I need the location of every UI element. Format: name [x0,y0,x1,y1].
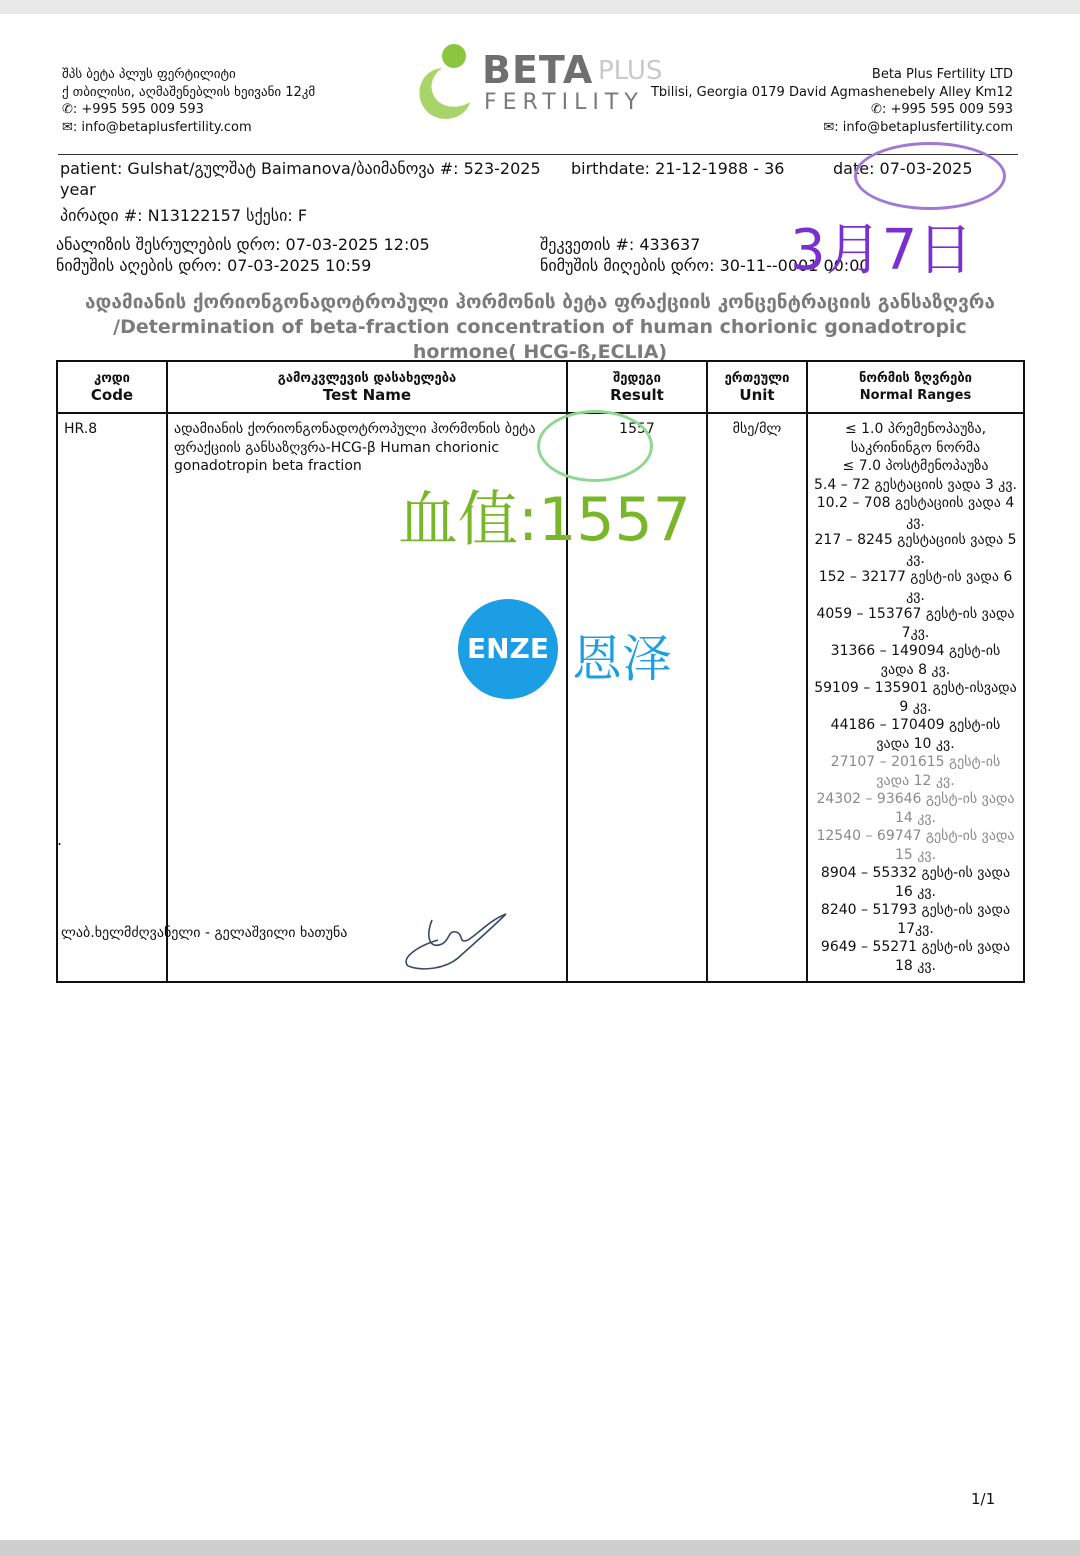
range-line: 31366 – 149094 გესტ-ის ვადა 8 კვ. [830,643,1001,678]
patient-age-unit: year [60,180,96,199]
enze-chinese-text: 恩泽 [572,630,672,688]
range-line: 10.2 – 708 გესტაციის ვადა 4 კვ. [816,495,1015,530]
title-en-line2: hormone( HCG-ß,ECLIA) [412,341,668,363]
header-code [57,361,167,413]
address-ka: ქ თბილისი, აღმაშენებლის ხეივანი 12კმ [62,84,316,100]
bottom-bar [0,1540,1080,1556]
cell-normal-ranges [807,413,1024,982]
title-ka: ადამიანის ქორიონგონადოტროპული ჰორმონის ბეტა ფრაქციის კონცენტრაციის განსაზღვრა [85,291,995,313]
range-line: 8240 – 51793 გესტ-ის ვადა 17კვ. [820,902,1011,937]
cell-test-name: ადამიანის ქორიონგონადოტროპული ჰორმონის ბეტა ფრაქციის განსაზღვრა-HCG-β Human chorionic gonadotropin beta fraction [167,413,567,982]
sample-taken-time: ნიმუშის აღების დრო: 07-03-2025 10:59 [56,256,372,275]
address-en: Tbilisi, Georgia 0179 David Agmashenebely Alley Km12 [650,84,1013,100]
footer-dot: . [57,830,63,849]
title-en-line1: /Determination of beta-fraction concentration of human chorionic gonadotropic [113,316,967,338]
report-date: date: 07-03-2025 [833,159,973,178]
range-line: 59109 – 135901 გესტ-ისვადა 9 კვ. [814,680,1017,715]
header-result-en: Result [610,386,664,404]
email-ka: ✉: info@betaplusfertility.com [62,119,252,135]
beta-plus-logo [412,40,682,124]
page-number: 1/1 [971,1490,996,1508]
logo-mark-icon [412,40,482,124]
patient-id-sex: პირადი #: N13122157 სქესი: F [60,206,308,225]
range-line: ≤ 7.0 პოსტმენოპაუზა [842,458,989,474]
header-unit-ka: ერთეული [724,371,790,386]
header-result [567,361,707,413]
date-annotation: 3月7日 [790,218,974,283]
header-range-en: Normal Ranges [859,388,972,403]
header-test-name [167,361,567,413]
order-number: შეკვეთის #: 433637 [540,235,701,254]
table-header-row [57,361,1024,413]
result-annotation: 血值:1557 [398,485,691,555]
range-line: 12540 – 69747 გესტ-ის ვადა 15 კვ. [816,828,1015,863]
header-normal-ranges [807,361,1024,413]
clinic-name-ka: შპს ბეტა პლუს ფერტილიტი [62,67,236,82]
email-en: ✉: info@betaplusfertility.com [823,119,1013,135]
header-code-ka: კოდი [94,371,130,386]
logo-plus: PLUS [598,56,663,86]
header-name-ka: გამოკვლევის დასახელება [277,371,457,386]
patient-name: patient: Gulshat/გულშატ Baimanova/ბაიმანოვა #: 523-2025 [60,159,541,178]
phone-ka: ✆: +995 595 009 593 [62,102,204,117]
header-unit-en: Unit [739,386,775,404]
range-line: 24302 – 93646 გესტ-ის ვადა 14 კვ. [816,791,1015,826]
lab-head-signer: ლაბ.ხელმძღვანელი - გელაშვილი ხათუნა [61,925,348,941]
header-range-ka: ნორმის ზღვრები [859,371,972,386]
enze-logo-icon: ENZE [458,599,558,699]
cell-unit: მსე/მლ [707,413,807,982]
range-line: 5.4 – 72 გესტაციის ვადა 3 კვ. [814,476,1017,493]
range-line: ≤ 1.0 პრემენოპაუზა, საკრინინგო ნორმა [844,421,987,456]
sample-received-time: ნიმუშის მიღების დრო: 30-11--0001 00:00 [540,256,870,275]
cell-result: 1557 [567,413,707,982]
phone-en: ✆: +995 595 009 593 [871,102,1013,117]
analysis-time: ანალიზის შესრულების დრო: 07-03-2025 12:05 [56,235,430,254]
date-highlight-circle [854,142,1006,210]
cell-code: HR.8 [57,413,167,982]
enze-watermark [458,599,690,699]
logo-fertility: FERTILITY [484,90,644,115]
signature-icon [398,900,518,976]
range-line: 44186 – 170409 გესტ-ის ვადა 10 კვ. [830,717,1001,752]
patient-birthdate: birthdate: 21-12-1988 - 36 [571,159,785,178]
range-line: 27107 – 201615 გესტ-ის ვადა 12 კვ. [830,754,1001,789]
header-name-en: Test Name [322,386,412,404]
range-line: 4059 – 153767 გესტ-ის ვადა 7კვ. [816,606,1015,641]
range-line: 9649 – 55271 გესტ-ის ვადა 18 კვ. [820,939,1011,974]
logo-beta: BETA [482,48,594,92]
range-line: 152 – 32177 გესტ-ის ვადა 6 კვ. [818,569,1013,604]
range-line: 217 – 8245 გესტაციის ვადა 5 კვ. [814,532,1017,567]
report-page [0,14,1080,1540]
header-right-address [651,66,1013,136]
test-title [56,290,1024,365]
header-unit [707,361,807,413]
range-line: 8904 – 55332 გესტ-ის ვადა 16 კვ. [820,865,1011,900]
header-left-address [62,66,315,136]
header-code-en: Code [90,386,134,404]
header-result-ka: შედეგი [613,371,661,386]
clinic-name-en: Beta Plus Fertility LTD [871,67,1013,82]
